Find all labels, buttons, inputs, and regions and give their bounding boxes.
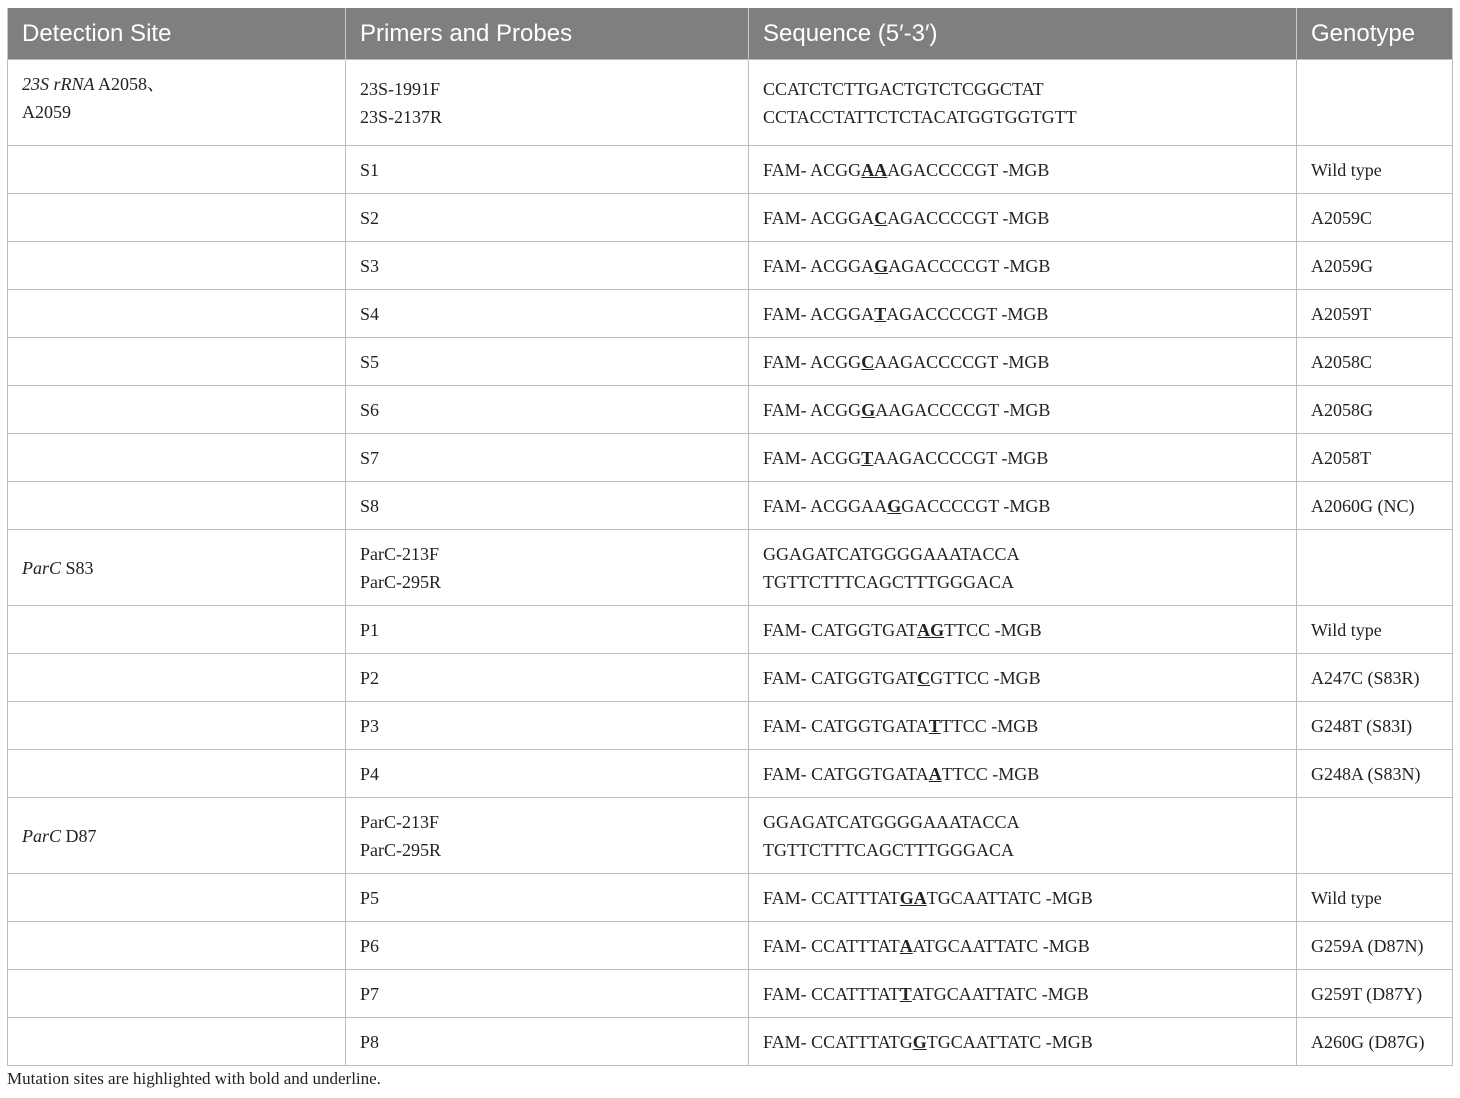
probe-sequence-cell: [749, 1018, 1297, 1066]
genotype: A2058T: [1297, 434, 1453, 482]
mutation-site: T: [874, 303, 887, 324]
table-row: [8, 702, 1453, 750]
probe-name: P3: [346, 702, 749, 750]
table-body: [8, 60, 1453, 1066]
probe-sequence-prefix: FAM- CATGGTGATA: [763, 715, 929, 736]
table-row: [8, 434, 1453, 482]
primer-sequence-cell: [749, 60, 1297, 146]
probe-sequence-suffix: TGCAATTATC -MGB: [926, 887, 1093, 908]
table-row: [8, 146, 1453, 194]
primer-name: 23S-1991F: [360, 78, 441, 99]
header-sequence: Sequence (5′-3′): [749, 8, 1297, 60]
probe-sequence-suffix: ATGCAATTATC -MGB: [911, 983, 1089, 1004]
probe-sequence-cell: [749, 434, 1297, 482]
genotype: A2060G (NC): [1297, 482, 1453, 530]
probe-sequence-prefix: FAM- CATGGTGAT: [763, 619, 918, 640]
probe-name: P4: [346, 750, 749, 798]
table-row: [8, 60, 1453, 146]
primer-sequence: GGAGATCATGGGGAAATACCA: [763, 811, 1020, 832]
genotype-cell-empty: [1297, 60, 1453, 146]
genotype: G259T (D87Y): [1297, 970, 1453, 1018]
probe-sequence-suffix: TGCAATTATC -MGB: [926, 1031, 1093, 1052]
primer-name: ParC-295R: [360, 571, 441, 592]
genotype-cell-empty: [1297, 530, 1453, 606]
detection-site-cell-empty: [8, 482, 346, 530]
primer-sequence-cell: [749, 798, 1297, 874]
probe-name: S6: [346, 386, 749, 434]
genotype: Wild type: [1297, 146, 1453, 194]
table-footnote: Mutation sites are highlighted with bold and underline.: [7, 1069, 381, 1088]
probe-sequence-suffix: AGACCCCGT -MGB: [887, 159, 1050, 180]
probe-sequence-prefix: FAM- CCATTTAT: [763, 935, 900, 956]
probe-name: S2: [346, 194, 749, 242]
table-row: [8, 798, 1453, 874]
mutation-site: AA: [861, 159, 888, 180]
detection-site-cell-empty: [8, 606, 346, 654]
primer-probe-table: [7, 8, 1453, 1066]
probe-name: S7: [346, 434, 749, 482]
probe-sequence-suffix: TTCC -MGB: [944, 619, 1042, 640]
primer-sequence: CCTACCTATTCTCTACATGGTGGTGTT: [763, 106, 1077, 127]
probe-sequence-suffix: GTTCC -MGB: [930, 667, 1041, 688]
probe-sequence-cell: [749, 922, 1297, 970]
table-row: [8, 290, 1453, 338]
primer-name: 23S-2137R: [360, 106, 443, 127]
probe-sequence-prefix: FAM- CATGGTGAT: [763, 667, 918, 688]
table-row: [8, 530, 1453, 606]
genotype: A2059T: [1297, 290, 1453, 338]
probe-sequence-prefix: FAM- CCATTTAT: [763, 983, 900, 1004]
probe-sequence-cell: [749, 750, 1297, 798]
genotype: Wild type: [1297, 874, 1453, 922]
primer-sequence: TGTTCTTTCAGCTTTGGGACA: [763, 571, 1014, 592]
probe-sequence-prefix: FAM- ACGGA: [763, 255, 875, 276]
table-row: [8, 606, 1453, 654]
probe-sequence-suffix: AAGACCCCGT -MGB: [875, 399, 1051, 420]
primer-sequence: GGAGATCATGGGGAAATACCA: [763, 543, 1020, 564]
detection-site-cell-empty: [8, 922, 346, 970]
probe-sequence-prefix: FAM- CCATTTAT: [763, 887, 900, 908]
detection-site-cell-empty: [8, 874, 346, 922]
header-genotype: Genotype: [1297, 8, 1453, 60]
mutation-site: G: [874, 255, 889, 276]
probe-sequence-cell: [749, 290, 1297, 338]
detection-site-cell: [8, 798, 346, 874]
probe-name: P7: [346, 970, 749, 1018]
genotype-cell-empty: [1297, 798, 1453, 874]
detection-site-cell-empty: [8, 194, 346, 242]
detection-site-cell-empty: [8, 434, 346, 482]
probe-sequence-suffix: ATGCAATTATC -MGB: [912, 935, 1090, 956]
mutation-site: AG: [917, 619, 945, 640]
detection-site-cell-empty: [8, 386, 346, 434]
probe-sequence-prefix: FAM- ACGG: [763, 399, 862, 420]
detection-site-cell-empty: [8, 970, 346, 1018]
primers-cell: [346, 60, 749, 146]
detection-site-cell-empty: [8, 750, 346, 798]
table-row: [8, 922, 1453, 970]
probe-sequence-suffix: AGACCCCGT -MGB: [886, 303, 1049, 324]
probe-sequence-suffix: GACCCCGT -MGB: [901, 495, 1051, 516]
detection-site-cell-empty: [8, 146, 346, 194]
genotype: A2059C: [1297, 194, 1453, 242]
primer-sequence: TGTTCTTTCAGCTTTGGGACA: [763, 839, 1014, 860]
probe-name: P6: [346, 922, 749, 970]
probe-sequence-cell: [749, 194, 1297, 242]
detection-site-label: [22, 554, 345, 582]
header-primers-probes: Primers and Probes: [346, 8, 749, 60]
table-row: [8, 874, 1453, 922]
probe-sequence-prefix: FAM- ACGGA: [763, 303, 875, 324]
primers-cell: [346, 530, 749, 606]
detection-site-position: S83: [61, 557, 94, 578]
table-row: [8, 338, 1453, 386]
primer-probe-table-container: [7, 8, 1452, 1066]
genotype: A247C (S83R): [1297, 654, 1453, 702]
detection-site-label: [22, 822, 345, 850]
header-detection-site: Detection Site: [8, 8, 346, 60]
genotype: G248A (S83N): [1297, 750, 1453, 798]
mutation-site: C: [874, 207, 888, 228]
probe-sequence-cell: [749, 874, 1297, 922]
detection-site-cell-empty: [8, 654, 346, 702]
detection-site-gene: ParC: [22, 557, 62, 578]
table-row: [8, 750, 1453, 798]
genotype: A2059G: [1297, 242, 1453, 290]
mutation-site: GA: [899, 887, 927, 908]
probe-sequence-prefix: FAM- CCATTTATG: [763, 1031, 913, 1052]
mutation-site: T: [899, 983, 912, 1004]
primer-name: ParC-213F: [360, 811, 440, 832]
mutation-site: C: [861, 351, 875, 372]
probe-sequence-suffix: TTCC -MGB: [940, 715, 1039, 736]
detection-site-cell: [8, 60, 346, 146]
probe-sequence-prefix: FAM- ACGG: [763, 447, 862, 468]
probe-sequence-suffix: AGACCCCGT -MGB: [887, 207, 1050, 228]
primer-sequence-cell: [749, 530, 1297, 606]
probe-sequence-prefix: FAM- ACGG: [763, 159, 862, 180]
probe-sequence-cell: [749, 242, 1297, 290]
table-row: [8, 970, 1453, 1018]
mutation-site: A: [928, 763, 942, 784]
probe-sequence-cell: [749, 386, 1297, 434]
probe-sequence-prefix: FAM- ACGG: [763, 351, 862, 372]
probe-name: P1: [346, 606, 749, 654]
genotype: A2058G: [1297, 386, 1453, 434]
genotype: Wild type: [1297, 606, 1453, 654]
probe-sequence-prefix: FAM- ACGGAA: [763, 495, 888, 516]
detection-site-position-2: A2059: [22, 102, 71, 122]
probe-sequence-suffix: TTCC -MGB: [941, 763, 1040, 784]
detection-site-cell: [8, 530, 346, 606]
table-header: [8, 8, 1453, 60]
probe-name: S3: [346, 242, 749, 290]
probe-sequence-cell: [749, 338, 1297, 386]
probe-name: P5: [346, 874, 749, 922]
table-row: [8, 242, 1453, 290]
genotype: A260G (D87G): [1297, 1018, 1453, 1066]
table-row: [8, 1018, 1453, 1066]
detection-site-gene: ParC: [22, 825, 62, 846]
primers-cell: [346, 798, 749, 874]
genotype: G248T (S83I): [1297, 702, 1453, 750]
detection-site-cell-empty: [8, 1018, 346, 1066]
probe-sequence-cell: [749, 606, 1297, 654]
detection-site-position: A2058、: [94, 74, 166, 94]
mutation-site: T: [928, 715, 941, 736]
table-row: [8, 386, 1453, 434]
detection-site-cell-empty: [8, 290, 346, 338]
probe-name: S8: [346, 482, 749, 530]
mutation-site: G: [887, 495, 902, 516]
probe-name: S1: [346, 146, 749, 194]
probe-sequence-cell: [749, 702, 1297, 750]
probe-sequence-suffix: AGACCCCGT -MGB: [888, 255, 1051, 276]
primer-sequence: CCATCTCTTGACTGTCTCGGCTAT: [763, 78, 1044, 99]
probe-name: P8: [346, 1018, 749, 1066]
mutation-site: C: [917, 667, 931, 688]
genotype: G259A (D87N): [1297, 922, 1453, 970]
mutation-site: G: [912, 1031, 927, 1052]
mutation-site: T: [861, 447, 874, 468]
header-row: [8, 8, 1453, 60]
probe-name: S4: [346, 290, 749, 338]
probe-sequence-suffix: AAGACCCCGT -MGB: [874, 351, 1050, 372]
table-row: [8, 654, 1453, 702]
detection-site-cell-empty: [8, 242, 346, 290]
detection-site-label: [22, 70, 345, 98]
probe-sequence-cell: [749, 654, 1297, 702]
detection-site-position: D87: [61, 825, 97, 846]
mutation-site: G: [861, 399, 876, 420]
detection-site-cell-empty: [8, 338, 346, 386]
probe-sequence-suffix: AAGACCCCGT -MGB: [873, 447, 1049, 468]
primer-name: ParC-213F: [360, 543, 440, 564]
detection-site-gene: 23S rRNA: [22, 74, 95, 94]
probe-sequence-cell: [749, 482, 1297, 530]
probe-sequence-prefix: FAM- ACGGA: [763, 207, 875, 228]
mutation-site: A: [899, 935, 913, 956]
genotype: A2058C: [1297, 338, 1453, 386]
table-row: [8, 194, 1453, 242]
probe-name: S5: [346, 338, 749, 386]
probe-sequence-cell: [749, 970, 1297, 1018]
table-row: [8, 482, 1453, 530]
detection-site-cell-empty: [8, 702, 346, 750]
primer-name: ParC-295R: [360, 839, 441, 860]
probe-sequence-prefix: FAM- CATGGTGATA: [763, 763, 929, 784]
probe-name: P2: [346, 654, 749, 702]
probe-sequence-cell: [749, 146, 1297, 194]
